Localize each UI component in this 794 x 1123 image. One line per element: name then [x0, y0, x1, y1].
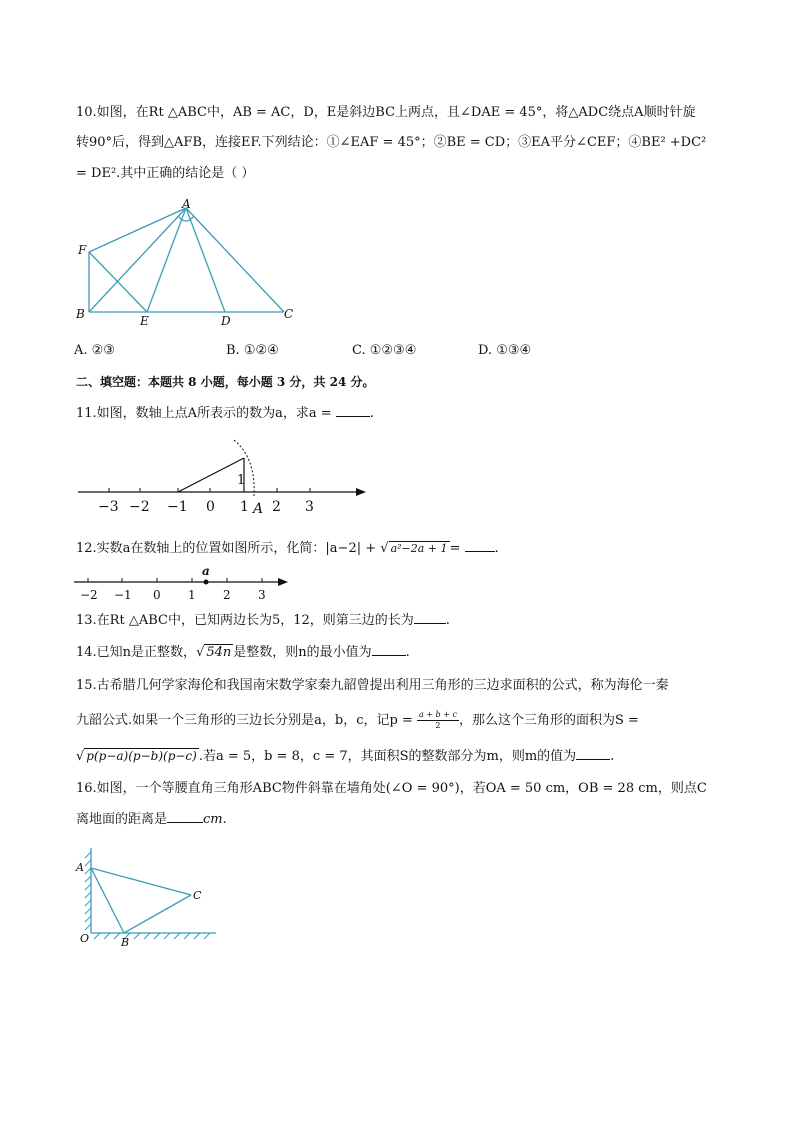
label-b: B — [121, 936, 130, 949]
q12-number-line — [74, 566, 294, 604]
tick-label: 1 — [240, 499, 249, 515]
label-o: O — [80, 932, 90, 945]
choice-b: B. ①②④ — [226, 343, 279, 358]
answer-blank — [372, 643, 406, 656]
tick-label: −1 — [167, 499, 188, 515]
tick-label: 3 — [258, 588, 266, 602]
tick-label: 0 — [153, 588, 161, 602]
tick-label: 1 — [188, 588, 196, 602]
answer-blank — [576, 747, 610, 760]
answer-blank — [336, 404, 370, 417]
choice-c: C. ①②③④ — [352, 343, 417, 358]
q10-line2: 转90°后，得到△AFB，连接EF.下列结论：①∠EAF = 45°；②BE = CD；③EA平分∠CEF；④BE² +DC² — [76, 135, 707, 150]
tick-label: 2 — [223, 588, 231, 602]
q16-line2: 离地面的距离是 cm. — [76, 812, 227, 827]
answer-blank — [465, 539, 495, 552]
point-a-label: a — [202, 566, 210, 578]
q10-line3: = DE².其中正确的结论是（ ） — [76, 166, 255, 181]
q15-line2: 九韶公式.如果一个三角形的三边长分别是a，b，c，记p = $\frac{a + b + c}{2}$ ，那么这个三角形的面积为S = — [76, 710, 639, 730]
q10-line1: 10.如图，在Rt △ABC中，AB = AC，D，E是斜边BC上两点，且∠DAE = 45°，将△ADC绕点A顺时针旋 — [76, 105, 696, 120]
q11-text: 11.如图，数轴上点A所表示的数为a，求a = . — [76, 406, 374, 421]
tick-label: −3 — [98, 499, 119, 515]
q13-text: 13.在Rt △ABC中，已知两边长为5，12，则第三边的长为 . — [76, 613, 450, 628]
answer-blank — [414, 611, 446, 624]
answer-blank — [167, 810, 203, 823]
tick-label: −2 — [80, 588, 98, 602]
label-c: C — [284, 307, 294, 321]
tick-label: 0 — [206, 499, 215, 515]
point-a-dot — [204, 580, 209, 585]
label-b: B — [76, 307, 85, 321]
fraction-p: $\frac{a + b + c}{2}$ — [418, 710, 457, 730]
q16-line1: 16.如图，一个等腰直角三角形ABC物件斜靠在墙角处(∠O = 90°)，若OA = 50 cm，OB = 28 cm，则点C — [76, 781, 707, 796]
tick-label: 3 — [305, 499, 314, 515]
q15-line3: √ p(p−a)(p−b)(p−c) .若a = 5，b = 8，c = 7，其面积S的整数部分为m，则m的值为 . — [76, 749, 615, 764]
choice-d: D. ①③④ — [478, 343, 532, 358]
label-a: A — [182, 197, 191, 211]
tick-label: −2 — [129, 499, 150, 515]
q16-wall-corner-figure — [74, 840, 224, 950]
label-e: E — [140, 314, 149, 328]
q14-text: 14.已知n是正整数，√ 54n 是整数，则n的最小值为 . — [76, 645, 410, 660]
q10-triangle-figure — [72, 196, 302, 328]
label-a: A — [76, 861, 84, 874]
label-c: C — [193, 889, 202, 902]
choice-a: A. ②③ — [74, 343, 115, 358]
tick-label: −1 — [114, 588, 132, 602]
q12-text: 12.实数a在数轴上的位置如图所示，化简：|a−2| + √ a²−2a + 1 = . — [76, 541, 499, 556]
height-label: 1 — [237, 473, 246, 488]
q11-number-line — [76, 436, 376, 520]
point-a-label: A — [253, 501, 264, 517]
section-heading: 二、填空题：本题共 8 小题，每小题 3 分，共 24 分。 — [76, 375, 375, 389]
q15-line1: 15.古希腊几何学家海伦和我国南宋数学家秦九韶曾提出利用三角形的三边求面积的公式，称为海伦一秦 — [76, 678, 669, 693]
label-d: D — [221, 314, 231, 328]
label-f: F — [78, 243, 87, 257]
tick-label: 2 — [272, 499, 281, 515]
